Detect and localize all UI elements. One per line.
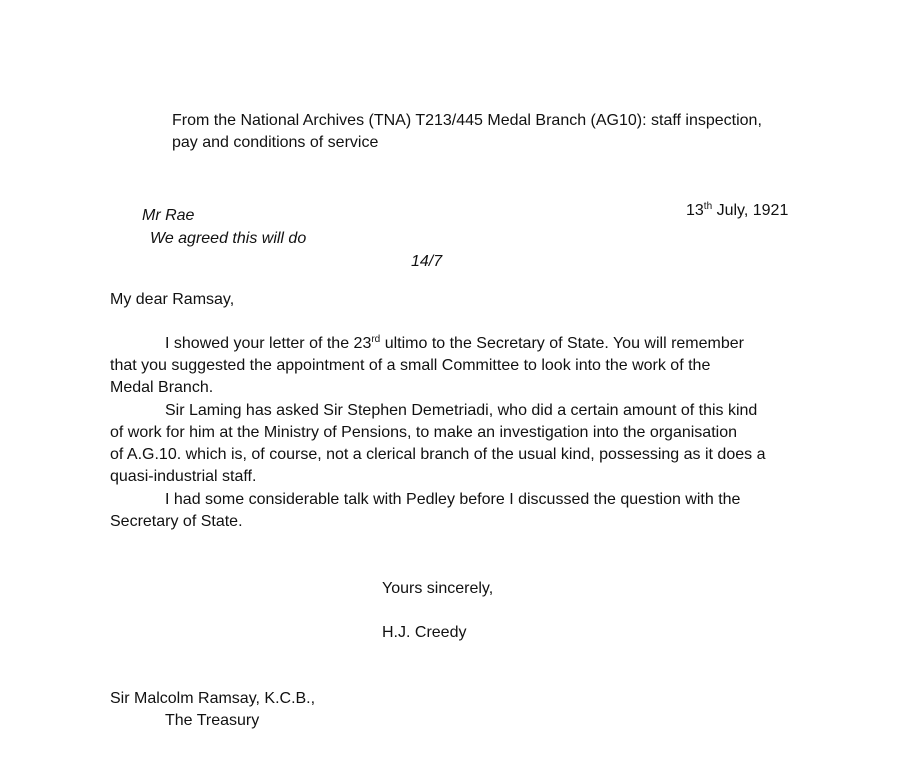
paragraph-2-line-1: Sir Laming has asked Sir Stephen Demetriadi, who did a certain amount of this kind <box>165 402 758 419</box>
valediction: Yours sincerely, <box>382 580 494 597</box>
archive-reference-line-2: pay and conditions of service <box>172 134 379 151</box>
date-day: 13 <box>686 202 704 219</box>
paragraph-1-line-3: Medal Branch. <box>110 379 214 396</box>
paragraph-2-line-4: quasi-industrial staff. <box>110 468 257 485</box>
annotation-date: 14/7 <box>411 253 443 270</box>
paragraph-1-text-b: ultimo to the Secretary of State. You will remember <box>380 335 744 352</box>
letter-date <box>686 200 788 222</box>
annotation-line-2: We agreed this will do <box>150 230 307 247</box>
salutation: My dear Ramsay, <box>110 291 235 308</box>
addressee-organisation: The Treasury <box>165 712 260 729</box>
date-rest: July, 1921 <box>712 202 789 219</box>
paragraph-3-line-2: Secretary of State. <box>110 513 243 530</box>
paragraph-1-line-2: that you suggested the appointment of a small Committee to look into the work of the <box>110 357 711 374</box>
paragraph-1-line-1 <box>165 333 744 355</box>
paragraph-2-line-2: of work for him at the Ministry of Pensions, to make an investigation into the organisation <box>110 424 737 441</box>
paragraph-2-line-3: of A.G.10. which is, of course, not a clerical branch of the usual kind, possessing as it does a <box>110 446 766 463</box>
signature: H.J. Creedy <box>382 624 467 641</box>
paragraph-3-line-1: I had some considerable talk with Pedley before I discussed the question with the <box>165 491 741 508</box>
annotation-line-1: Mr Rae <box>142 207 195 224</box>
date-day-suffix: th <box>703 201 713 212</box>
archive-reference-line-1: From the National Archives (TNA) T213/445 Medal Branch (AG10): staff inspection, <box>172 112 762 129</box>
ordinal-suffix: rd <box>371 334 381 345</box>
addressee-name: Sir Malcolm Ramsay, K.C.B., <box>110 690 316 707</box>
paragraph-1-text-a: I showed your letter of the 23 <box>165 335 372 352</box>
